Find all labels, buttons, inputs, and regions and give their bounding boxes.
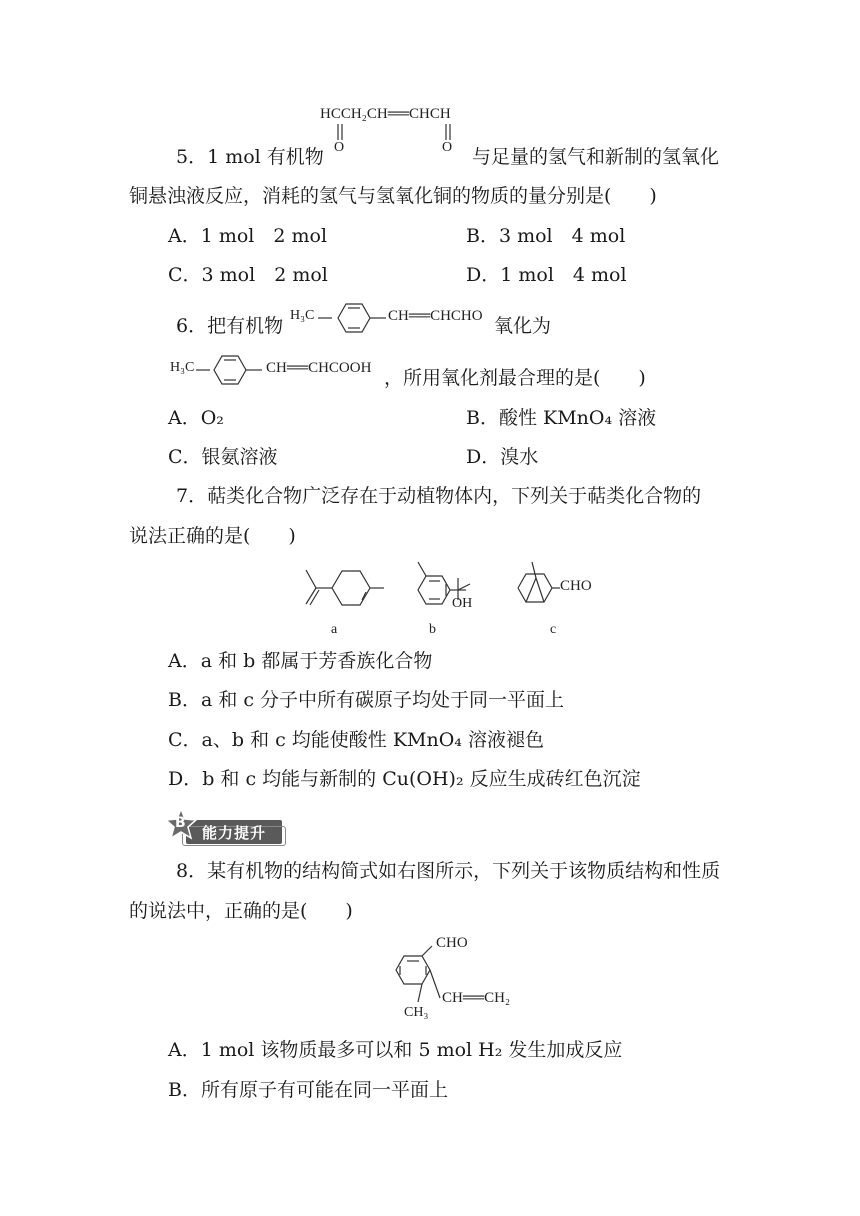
- q8-stem-b: 的说法中，正确的是( ): [129, 900, 353, 922]
- q6-option-c: C．银氨溶液: [168, 446, 278, 468]
- q7-label-c: c: [550, 622, 557, 637]
- q7-option-c: C．a、b 和 c 均能使酸性 KMnO₄ 溶液褪色: [168, 729, 544, 751]
- q8-structure-vinyl: CH══CH₂: [442, 990, 511, 1006]
- q5-stem-a: 5．1 mol 有机物: [176, 146, 324, 168]
- q7-structure-c-cho: CHO: [560, 578, 592, 594]
- q6-structure2-left: H₃C: [170, 360, 195, 375]
- q5-option-c: C．3 mol 2 mol: [168, 264, 328, 286]
- q7-option-a: A．a 和 b 都属于芳香族化合物: [168, 650, 433, 672]
- q6-stem-c: ，所用氧化剂最合理的是( ): [384, 367, 646, 389]
- q8-option-b: B．所有原子有可能在同一平面上: [168, 1079, 448, 1101]
- q6-stem-b: 氧化为: [494, 315, 552, 337]
- q6-structure1-left: H₃C: [290, 308, 315, 323]
- q5-structure-main: HCCH₂CH══CHCH: [320, 106, 451, 122]
- q5-stem-c: 铜悬浊液反应，消耗的氢气与氢氧化铜的物质的量分别是( ): [129, 185, 657, 207]
- q5-stem-b: 与足量的氢气和新制的氢氧化: [472, 146, 720, 168]
- q5-structure-o-left: O: [334, 140, 345, 155]
- q8-structure-ch3: CH₃: [404, 1005, 429, 1020]
- q5-option-b: B．3 mol 4 mol: [466, 225, 626, 247]
- q6-option-b: B．酸性 KMnO₄ 溶液: [466, 407, 657, 429]
- q7-option-b: B．a 和 c 分子中所有碳原子均处于同一平面上: [168, 689, 565, 711]
- q6-option-d: D．溴水: [466, 446, 539, 468]
- q7-stem-b: 说法正确的是( ): [129, 525, 296, 547]
- q6-stem-a: 6．把有机物: [176, 315, 284, 337]
- section-title: 能力提升: [202, 824, 267, 842]
- q6-option-a: A．O₂: [168, 407, 224, 429]
- q5-option-a: A．1 mol 2 mol: [168, 225, 328, 247]
- q7-stem-a: 7．萜类化合物广泛存在于动植物体内，下列关于萜类化合物的: [176, 485, 702, 507]
- q7-label-a: a: [331, 622, 338, 637]
- q6-structure1-right: CH══CHCHO: [388, 308, 483, 324]
- q5-structure-o-right: O: [442, 140, 453, 155]
- q5-option-d: D．1 mol 4 mol: [466, 264, 627, 286]
- q6-structure2-right: CH══CHCOOH: [266, 360, 372, 376]
- q7-structure-b-oh: OH: [452, 596, 473, 611]
- q7-label-b: b: [429, 622, 436, 637]
- section-badge-letter: B: [175, 815, 186, 831]
- q8-option-a: A．1 mol 该物质最多可以和 5 mol H₂ 发生加成反应: [168, 1039, 623, 1061]
- q7-option-d: D．b 和 c 均能与新制的 Cu(OH)₂ 反应生成砖红色沉淀: [168, 768, 641, 790]
- q8-structure-cho: CHO: [436, 935, 468, 951]
- q8-stem-a: 8．某有机物的结构简式如右图所示，下列关于该物质结构和性质: [176, 860, 721, 882]
